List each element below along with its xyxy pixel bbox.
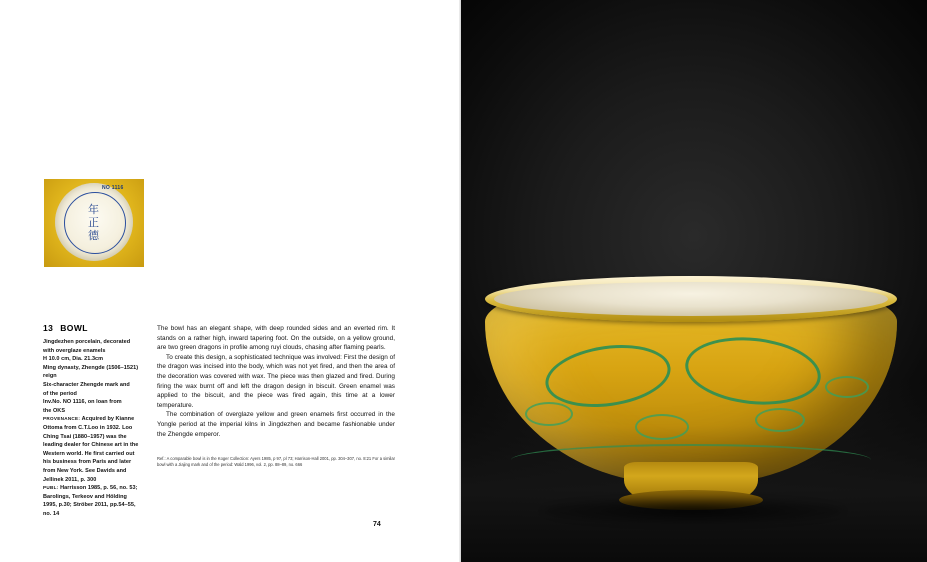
ruyi-cloud-4: [825, 376, 869, 398]
page-number: 74: [373, 521, 381, 528]
bowl-interior: [494, 282, 888, 316]
detail-line-7: Inv.No. NO 1116, on loan from: [43, 399, 122, 406]
catalogue-heading: [43, 323, 141, 333]
provenance-text: Acquired by Kianne Ottoma from C.T.Loo in 1932. Loo Ching Tsai (1880–1957) was the leading dealer for Chinese art in the Western world. He first carried out his business from Paris and later from New York. See Davids and Jellinek 2011, p. 300: [43, 416, 139, 483]
detail-line-0: Jingdezhen porcelain, decorated: [43, 339, 131, 345]
inventory-tag-label: NO 1116: [102, 185, 124, 191]
catalogue-caption-column: [43, 323, 141, 518]
publication-block: [43, 484, 141, 518]
body-paragraph-3: The combination of overglaze yellow and green enamels first occurred in the Yongle period at the imperial kilns in Jingdezhen and became fashionable under the Zhengde emperor.: [157, 411, 395, 438]
body-paragraph-1: The bowl has an elegant shape, with deep rounded sides and an everted rim. It stands on a rather high, inward tapering foot. On the outside, on a yellow ground, are two green dragons in profile among ruyi clouds, chasing after flaming pearls.: [157, 325, 395, 352]
detail-line-8: the OKS: [43, 407, 66, 414]
main-text-column: [157, 324, 395, 439]
bowl-cast-shadow: [543, 498, 843, 524]
object-photograph-panel: [461, 0, 927, 562]
ruyi-cloud-2: [635, 414, 689, 440]
detail-line-2: H 10.0 cm, Dia. 21.3cm: [43, 356, 104, 363]
detail-line-6: of the period: [43, 390, 77, 397]
body-paragraph-2: To create this design, a sophisticated technique was involved: First the design of the dragon was incised into the body, which was not yet fired, and then the area of the decoration was covered with wax. The piece was then glazed and fired. During firing the wax burnt off and left the dragon design in biscuit. Green enamel was applied to the biscuit, and the piece was fired again, this time at a lower temperature.: [157, 353, 395, 409]
footnote-reference: Ref.: A comparable bowl is in the Koger Collection: Ayers 1985, p 97, pl 73; Harrison-Hall 2001, pp. 304–307, no. 8:21 For a similar bowl with a Jiajing mark and of the period: Wald 1996, vol. 2, pp. 88–89, no. 666: [157, 456, 395, 468]
detail-line-1: with overglaze enamels: [43, 347, 106, 354]
ruyi-cloud-1: [525, 402, 573, 426]
ruyi-cloud-3: [755, 408, 805, 432]
left-page: [0, 0, 461, 562]
detail-line-5: Six-character Zhengde mark and: [43, 381, 130, 388]
publication-text: Harrisson 1985, p. 56, no. 53; Barolings, Terkeov and Hölding 1995, p.30; Ströber 2011, pp.54–55, no. 14: [43, 485, 138, 517]
yellow-green-dragon-bowl: [485, 276, 897, 526]
publication-label: PUBL:: [43, 485, 59, 491]
provenance-block: [43, 415, 141, 484]
catalogue-details: [43, 338, 141, 518]
detail-line-3: Ming dynasty, Zhengde (1506–1521): [43, 364, 139, 371]
plate-base-photograph: [44, 179, 144, 267]
dragon-motif-right: [682, 331, 824, 411]
catalogue-title: BOWL: [60, 323, 88, 333]
provenance-label: PROVENANCE:: [43, 416, 81, 422]
detail-line-4: reign: [43, 373, 57, 380]
catalogue-number: 13: [43, 323, 54, 333]
reign-mark-characters: 年 正 德: [88, 203, 100, 242]
